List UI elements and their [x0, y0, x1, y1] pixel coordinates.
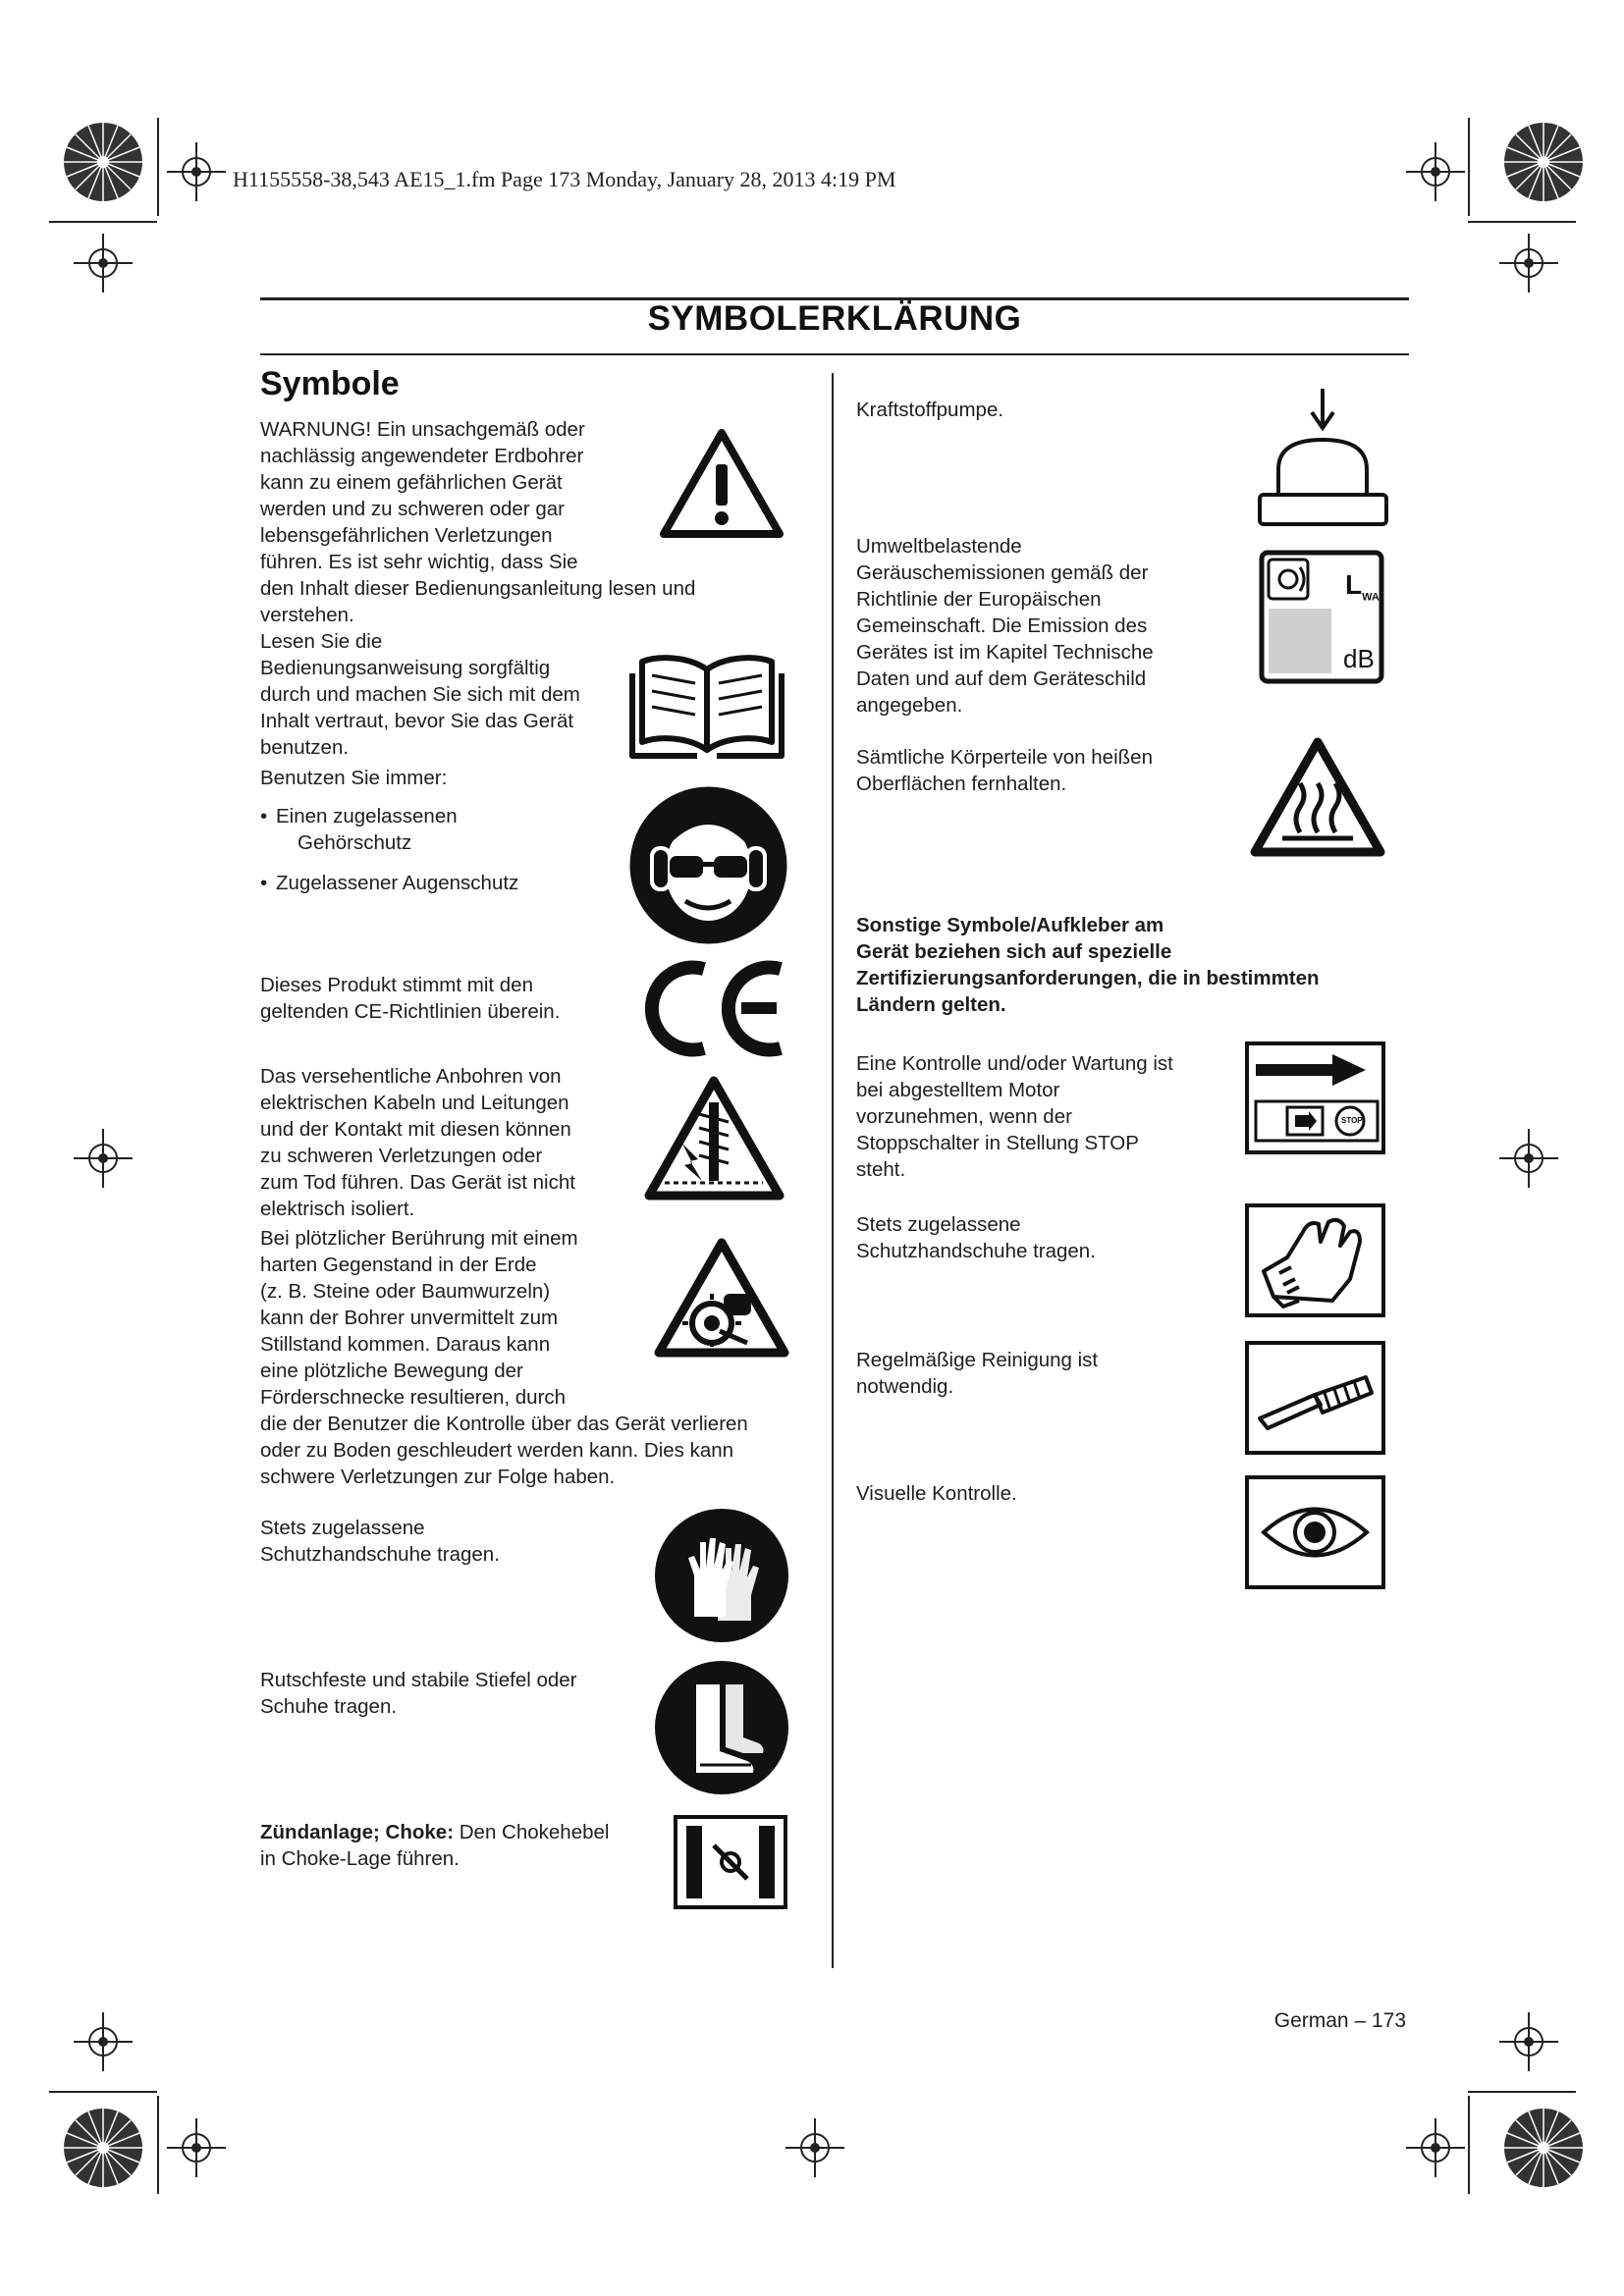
stop-label: STOP	[1341, 1116, 1363, 1125]
crosshair-mark-icon	[1499, 2012, 1558, 2071]
kickback-hazard-triangle-icon	[653, 1237, 790, 1360]
warning-triangle-icon	[658, 427, 785, 540]
crosshair-mark-icon	[74, 1129, 133, 1188]
crop-line	[1468, 2091, 1576, 2093]
glove-square-icon	[1244, 1202, 1386, 1318]
kickback-text-tail: die der Benutzer die Kontrolle über das Gerät verlieren oder zu Boden geschleudert werden kann. Dies kann schwere Verletzungen zur Folge haben.	[260, 1413, 748, 1488]
lwa-label: $L_{WA}$	[1345, 569, 1380, 604]
electric-cable-text: Das versehentliche Anbohren von elektrischen Kabeln und Leitungen und der Kontakt mit diesen können zu schweren Verletzungen oder zum Tod führen. Das Gerät ist nicht elektrisch isoliert.	[260, 1065, 575, 1220]
page-footer: German – 173	[1273, 2009, 1406, 2032]
registration-target-icon	[59, 118, 147, 206]
registration-target-icon	[59, 2104, 147, 2192]
crosshair-mark-icon	[74, 234, 133, 293]
ce-text: Dieses Produkt stimmt mit den geltenden CE-Richtlinien überein.	[260, 974, 561, 1023]
crop-line	[1468, 118, 1470, 216]
crop-line	[157, 118, 159, 216]
manual-text: Lesen Sie die Bedienungsanweisung sorgfältig durch und machen Sie sich mit dem Inhalt vertraut, bevor Sie das Gerät benutzen.	[260, 630, 580, 759]
hot-surface-text: Sämtliche Körperteile von heißen Oberflächen fernhalten.	[856, 746, 1153, 795]
brush-cleaning-icon	[1244, 1340, 1386, 1456]
crosshair-mark-icon	[74, 2012, 133, 2071]
stop-switch-text: Eine Kontrolle und/oder Wartung ist bei abgestelltem Motor vorzunehmen, wenn der Stoppschalter in Stellung STOP steht.	[856, 1052, 1173, 1181]
section-heading: Symbole	[260, 365, 400, 402]
fuel-pump-text: Kraftstoffpumpe.	[856, 399, 1004, 421]
ear-eye-protection-icon	[628, 785, 788, 945]
gloves-circle-icon	[653, 1507, 790, 1644]
choke-text: Zündanlage; Choke: Den Chokehebel in Choke-Lage führen.	[260, 1821, 610, 1870]
page-title: SYMBOLERKLÄRUNG	[647, 299, 1022, 338]
crop-line	[1468, 2096, 1470, 2194]
cleaning-text: Regelmäßige Reinigung ist notwendig.	[856, 1349, 1099, 1398]
hot-surface-triangle-icon	[1249, 736, 1386, 859]
ce-mark-icon	[643, 957, 790, 1060]
title-rule-bottom	[260, 353, 1409, 355]
kickback-text: Bei plötzlicher Berührung mit einem harten Gegenstand in der Erde (z. B. Steine oder Baumwurzeln) kann der Bohrer unvermittelt zum Stillstand kommen. Daraus kann eine plötzliche Bewegung der Förderschnecke resultieren, durch	[260, 1227, 578, 1409]
crosshair-mark-icon	[1406, 142, 1465, 201]
crop-line	[49, 2091, 157, 2093]
other-symbols-heading: Sonstige Symbole/Aufkleber am Gerät beziehen sich auf spezielle Zertifizierungsanforderungen, die in bestimmten Ländern gelten.	[856, 914, 1320, 1016]
crosshair-mark-icon	[167, 142, 226, 201]
gloves-right-text: Stets zugelassene Schutzhandschuhe tragen.	[856, 1213, 1096, 1262]
crosshair-mark-icon	[1406, 2118, 1465, 2177]
crosshair-mark-icon	[1499, 234, 1558, 293]
crosshair-mark-icon	[785, 2118, 844, 2177]
crop-line	[1468, 221, 1576, 223]
db-label: dB	[1343, 644, 1375, 673]
warning-text: WARNUNG! Ein unsachgemäß oder nachlässig angewendeter Erdbohrer kann zu einem gefährlichen Gerät werden und zu schweren oder gar lebensgefährlichen Verletzungen führen. Es ist sehr wichtig, dass Sie	[260, 418, 585, 573]
ppe-intro: Benutzen Sie immer:	[260, 767, 448, 789]
visual-check-text: Visuelle Kontrolle.	[856, 1482, 1017, 1505]
noise-emission-label-icon	[1259, 550, 1384, 684]
eye-visual-check-icon	[1244, 1474, 1386, 1590]
noise-emission-text: Umweltbelastende Geräuschemissionen gemäß der Richtlinie der Europäischen Gemeinschaft. Die Emission des Gerätes ist im Kapitel Technische Daten und auf dem Geräteschild angegeben.	[856, 535, 1154, 717]
crosshair-mark-icon	[167, 2118, 226, 2177]
column-divider	[832, 373, 834, 1968]
ppe-list: • Einen zugelassenen Gehörschutz • Zugelassener Augenschutz	[260, 803, 584, 896]
crop-line	[49, 221, 157, 223]
registration-target-icon	[1499, 118, 1588, 206]
warning-text-tail: den Inhalt dieser Bedienungsanleitung lesen und verstehen.	[260, 577, 696, 626]
stop-switch-icon	[1244, 1041, 1386, 1155]
fuel-pump-icon	[1257, 385, 1389, 530]
read-manual-book-icon	[628, 648, 785, 761]
crop-line	[157, 2096, 159, 2194]
boots-circle-icon	[653, 1659, 790, 1796]
registration-target-icon	[1499, 2104, 1588, 2192]
print-header: H1155558-38,543 AE15_1.fm Page 173 Monday, January 28, 2013 4:19 PM	[233, 167, 896, 191]
electric-hazard-triangle-icon	[643, 1075, 785, 1202]
choke-lever-icon	[673, 1814, 788, 1910]
gloves-text: Stets zugelassene Schutzhandschuhe tragen.	[260, 1517, 500, 1566]
crosshair-mark-icon	[1499, 1129, 1558, 1188]
boots-text: Rutschfeste und stabile Stiefel oder Schuhe tragen.	[260, 1669, 577, 1718]
